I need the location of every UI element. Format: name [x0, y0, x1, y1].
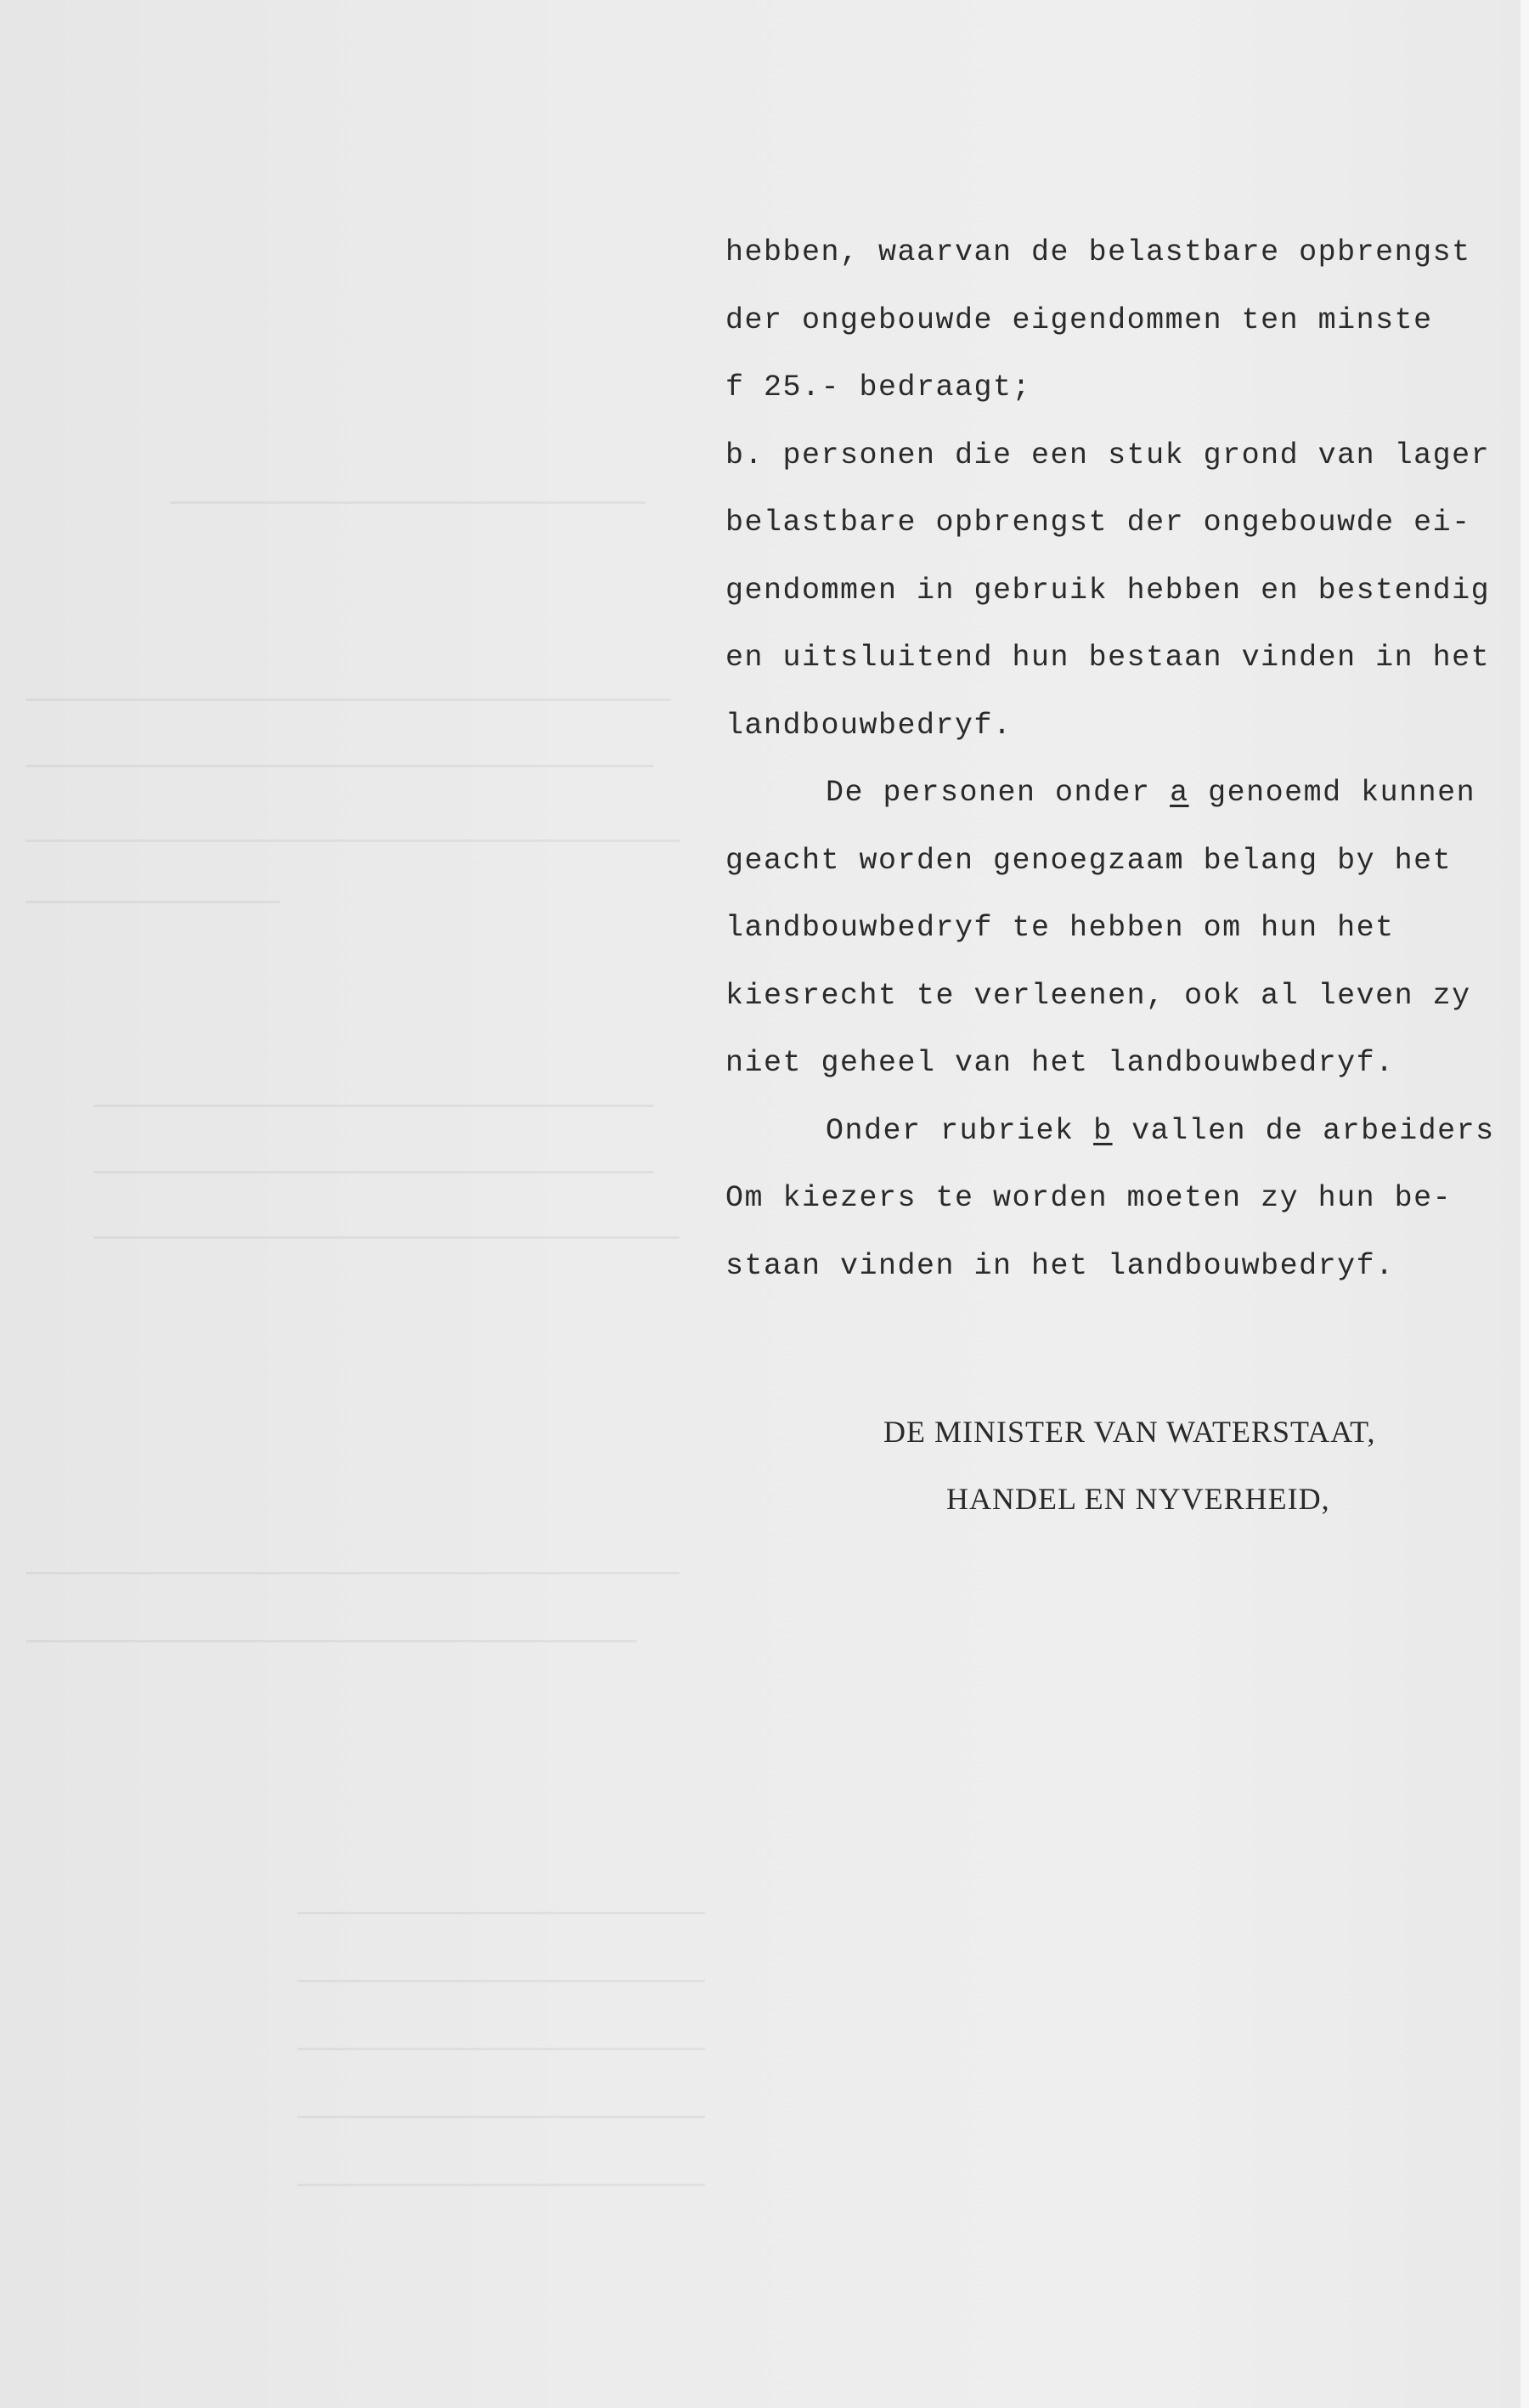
- signature-line: HANDEL EN NYVERHEID,: [946, 1482, 1330, 1516]
- bleed-through-mark: [25, 839, 680, 842]
- signature-line: DE MINISTER VAN WATERSTAAT,: [883, 1415, 1376, 1449]
- text-line: kiesrecht te verleenen, ook al leven zy: [725, 978, 1471, 1013]
- underlined-marker: b: [1093, 1113, 1113, 1148]
- text-segment: genoemd kunnen: [1188, 776, 1476, 810]
- bleed-through-mark: [297, 2116, 705, 2118]
- bleed-through-mark: [25, 765, 654, 767]
- text-line: staan vinden in het landbouwbedryf.: [725, 1248, 1395, 1283]
- bleed-through-mark: [297, 2048, 705, 2050]
- bleed-through-mark: [297, 1980, 705, 1982]
- text-line: geacht worden genoegzaam belang by het: [725, 843, 1453, 878]
- bleed-through-mark: [297, 2184, 705, 2186]
- bleed-through-mark: [93, 1236, 680, 1239]
- text-line: landbouwbedryf.: [725, 708, 1013, 743]
- text-line: gendommen in gebruik hebben en bestendig: [725, 573, 1491, 608]
- bleed-through-mark: [25, 1572, 680, 1574]
- text-line: en uitsluitend hun bestaan vinden in het: [725, 641, 1491, 675]
- underlined-marker: a: [1170, 776, 1189, 810]
- text-line: landbouwbedryf te hebben om hun het: [725, 911, 1395, 945]
- text-segment: vallen de arbeiders: [1112, 1113, 1495, 1148]
- text-line: b. personen die een stuk grond van lager: [725, 438, 1491, 472]
- text-line: Om kiezers te worden moeten zy hun be-: [725, 1181, 1453, 1215]
- bleed-through-mark: [25, 1640, 637, 1642]
- bleed-through-mark: [297, 1912, 705, 1914]
- signature-block: [883, 1409, 1512, 1543]
- text-line: belastbare opbrengst der ongebouwde ei-: [725, 506, 1471, 540]
- text-line: f 25.- bedraagt;: [725, 370, 1032, 404]
- bleed-through-mark: [25, 901, 280, 903]
- bleed-through-mark: [93, 1105, 654, 1107]
- paragraph-2-first-line: [725, 770, 1529, 838]
- paragraph-3-first-line: [725, 1108, 1529, 1176]
- typed-text-body: [725, 229, 1529, 1310]
- text-segment: De personen onder: [826, 776, 1171, 810]
- bleed-through-mark: [25, 698, 671, 701]
- text-line: der ongebouwde eigendommen ten minste: [725, 302, 1433, 337]
- text-line: hebben, waarvan de belastbare opbrengst: [725, 235, 1471, 269]
- bleed-through-mark: [170, 501, 646, 504]
- text-segment: Onder rubriek: [826, 1113, 1094, 1148]
- text-line: niet geheel van het landbouwbedryf.: [725, 1046, 1395, 1080]
- bleed-through-mark: [93, 1171, 654, 1173]
